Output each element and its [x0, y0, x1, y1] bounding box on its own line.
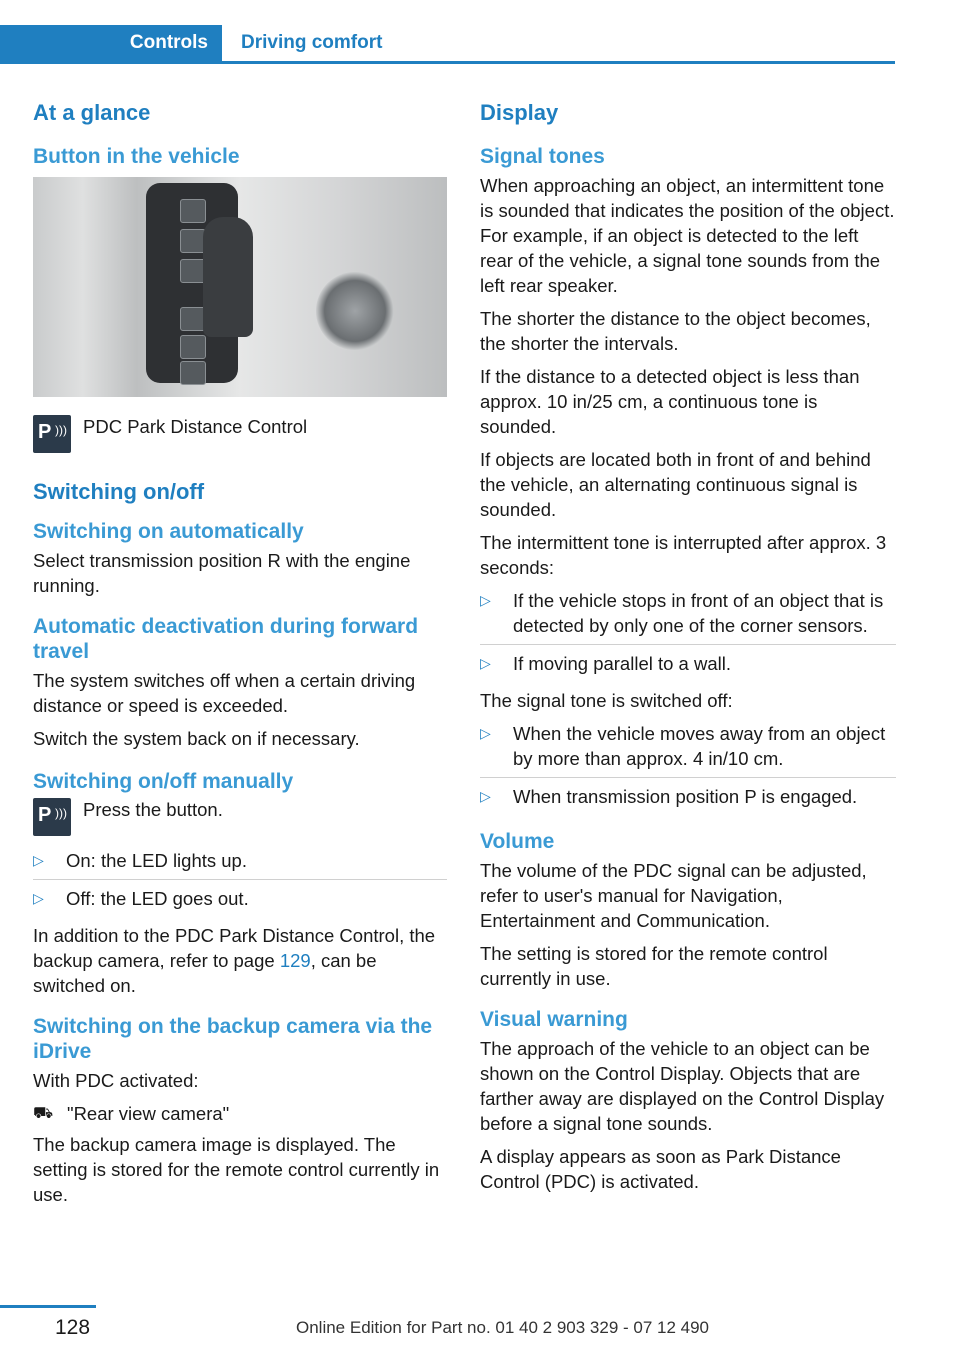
- vehicle-console-photo: [33, 177, 447, 397]
- page-link-129[interactable]: 129: [279, 950, 311, 971]
- text-volume: The volume of the PDC signal can be adjusted, refer to user's manual for Navigation, Entertainment and Communication.: [480, 860, 867, 931]
- text-p3: If the distance to a detected object is less than approx. 10 in/25 cm, a continuous tone is sounded.: [480, 366, 860, 437]
- switched-off-list: [480, 721, 896, 815]
- heading-button-in-vehicle: Button in the vehicle: [33, 145, 240, 168]
- triangle-bullet-icon: ▷: [33, 890, 44, 906]
- triangle-bullet-icon: ▷: [33, 852, 44, 868]
- text-volume-2: The setting is stored for the remote control currently in use.: [480, 943, 828, 989]
- tab-driving-comfort[interactable]: Driving comfort: [241, 32, 383, 53]
- heading-at-a-glance: At a glance: [33, 100, 151, 125]
- text-p1: When approaching an object, an intermittent tone is sounded that indicates the position of the object. For example, if an object is detected to the left rear of the vehicle, a signal tone sounds from the left rear speaker.: [480, 175, 895, 296]
- list-item: ▷ When transmission position P is engaged.: [480, 786, 858, 807]
- heading-visual-warning: Visual warning: [480, 1008, 628, 1031]
- heading-volume: Volume: [480, 830, 555, 853]
- triangle-bullet-icon: ▷: [480, 725, 491, 741]
- text-backup-camera: In addition to the PDC Park Distance Control, the backup camera, refer to page 129, can be switched on.: [33, 925, 436, 996]
- text-auto-deactivation: The system switches off when a certain driving distance or speed is exceeded.: [33, 670, 416, 716]
- tab-controls[interactable]: Controls: [0, 25, 222, 61]
- rear-camera-icon: ⛟: [33, 1105, 54, 1122]
- text-switching-on-auto: Select transmission position R with the engine running.: [33, 550, 411, 596]
- triangle-bullet-icon: ▷: [480, 788, 491, 804]
- text-p5: The intermittent tone is interrupted after approx. 3 seconds:: [480, 532, 887, 578]
- text-visual-warning: The approach of the vehicle to an object can be shown on the Control Display. Objects that are farther away are displayed on the Control Display before a signal tone sounds.: [480, 1038, 885, 1134]
- heading-switching-on-auto: Switching on automatically: [33, 520, 304, 543]
- list-item: ▷ If the vehicle stops in front of an object that is detected by only one of the corner sensors.: [480, 588, 896, 645]
- text-p4: If objects are located both in front of and behind the vehicle, an alternating continuous signal is sounded.: [480, 449, 871, 520]
- heading-auto-deactivation: Automatic deactivation during forward travel: [33, 615, 419, 663]
- list-item: ▷ If moving parallel to a wall.: [480, 653, 731, 674]
- heading-display: Display: [480, 100, 559, 125]
- gear-selector: [203, 217, 253, 337]
- heading-idrive: Switching on the backup camera via the iDrive: [33, 1015, 433, 1063]
- text-backup-image: The backup camera image is displayed. The setting is stored for the remote control currently in use.: [33, 1134, 440, 1205]
- text-with-pdc: With PDC activated:: [33, 1070, 199, 1091]
- footer-rule: [0, 1305, 96, 1308]
- triangle-bullet-icon: ▷: [480, 592, 491, 608]
- heading-switching-manual: Switching on/off manually: [33, 770, 294, 793]
- text-press-button: Press the button.: [83, 799, 223, 820]
- text-rear-view: "Rear view camera": [67, 1103, 230, 1124]
- right-column: [480, 100, 896, 1202]
- text-visual-warning-2: A display appears as soon as Park Distance Control (PDC) is activated.: [480, 1146, 841, 1192]
- text-switch-back: Switch the system back on if necessary.: [33, 728, 360, 749]
- pdc-caption: PDC Park Distance Control: [83, 416, 308, 437]
- idrive-controller: [316, 272, 394, 350]
- list-item: ▷ When the vehicle moves away from an object by more than approx. 4 in/10 cm.: [480, 721, 896, 778]
- page-number: 128: [55, 1316, 91, 1339]
- interrupt-list: [480, 588, 896, 682]
- page-header: [0, 25, 895, 64]
- left-column: [33, 100, 447, 1215]
- pdc-icon: P ))): [33, 415, 71, 453]
- heading-signal-tones: Signal tones: [480, 145, 605, 168]
- text-p2: The shorter the distance to the object becomes, the shorter the intervals.: [480, 308, 871, 354]
- pdc-button-icon: P ))): [33, 798, 71, 836]
- text-p6: The signal tone is switched off:: [480, 690, 733, 711]
- triangle-bullet-icon: ▷: [480, 655, 491, 671]
- list-item: ▷ Off: the LED goes out.: [33, 888, 249, 909]
- led-list: [33, 848, 447, 917]
- heading-switching-onoff: Switching on/off: [33, 479, 205, 504]
- edition-text: Online Edition for Part no. 01 40 2 903 329 - 07 12 490: [296, 1318, 710, 1337]
- list-item: ▷ On: the LED lights up.: [33, 848, 447, 880]
